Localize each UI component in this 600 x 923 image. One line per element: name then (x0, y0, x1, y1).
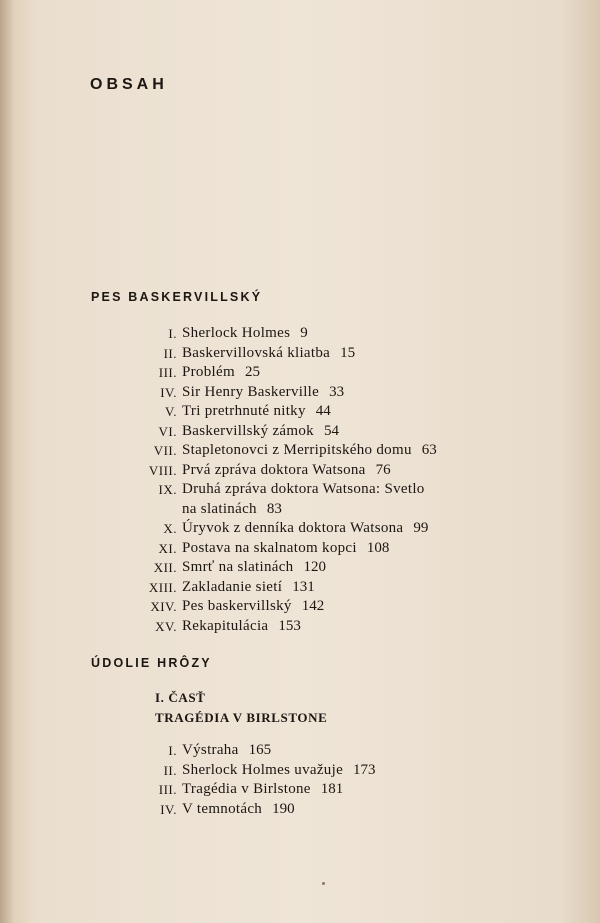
chapter-number: III. (158, 782, 177, 797)
toc-entry (100, 383, 500, 403)
chapter-title: Baskervillovská kliatba (182, 344, 331, 361)
chapter-number: VIII. (148, 462, 177, 478)
page-number: 190 (272, 800, 295, 817)
chapter-title: Smrť na slatinách (182, 559, 294, 575)
chapter-title: Tri pretrhnuté nitky (182, 403, 306, 419)
chapter-title: Sir Henry Baskerville (182, 383, 320, 400)
chapter-number: II. (163, 345, 177, 361)
chapter-number: XI. (158, 540, 177, 556)
chapter-number: I. (168, 743, 177, 758)
toc-entry (100, 558, 500, 578)
chapter-number: IV. (160, 384, 177, 400)
toc-entry (100, 441, 500, 461)
toc-entry (100, 597, 500, 617)
chapter-number: IX. (158, 482, 177, 497)
toc-entry (100, 363, 500, 383)
chapter-title: Pes baskervillský (182, 598, 292, 614)
chapter-number: XII. (153, 560, 177, 575)
toc-entry (100, 402, 500, 422)
page-title: OBSAH (90, 76, 168, 93)
page-number: 108 (366, 539, 390, 556)
chapter-number: VI. (158, 423, 177, 439)
toc-entry (100, 617, 500, 637)
chapter-number: XIII. (148, 579, 177, 595)
toc-list (100, 741, 500, 819)
page-number: 9 (300, 325, 308, 341)
chapter-number: III. (158, 365, 177, 380)
chapter-title: Baskervillský zámok (182, 422, 314, 439)
page-number: 15 (340, 344, 356, 361)
toc-entry (100, 519, 500, 539)
part-number: I. ČASŤ (155, 690, 206, 705)
page-number: 54 (323, 422, 339, 439)
chapter-number: X. (163, 521, 177, 536)
chapter-title: Výstraha (182, 742, 239, 758)
chapter-number: V. (165, 404, 177, 419)
chapter-number: IV. (160, 801, 177, 817)
page-number: 63 (421, 442, 437, 458)
chapter-title: Zakladanie sietí (182, 578, 283, 595)
chapter-title: Stapletonovci z Merripitského domu (182, 442, 412, 458)
page-number: 131 (292, 578, 315, 595)
section-heading: PES BASKERVILLSKÝ (91, 290, 263, 304)
page-number: 44 (315, 403, 331, 419)
toc-list (100, 324, 500, 636)
chapter-title: Postava na skalnatom kopci (182, 539, 357, 556)
chapter-title-continuation: na slatinách (182, 500, 257, 517)
page-number: 173 (353, 761, 376, 778)
chapter-title: Rekapitulácia (182, 617, 269, 634)
chapter-number: II. (163, 762, 177, 778)
section-heading: ÚDOLIE HRÔZY (91, 656, 212, 670)
chapter-number: I. (168, 326, 177, 341)
chapter-title: Prvá zpráva doktora Watsona (182, 461, 366, 478)
page-number: 76 (375, 461, 391, 478)
chapter-title: Problém (182, 364, 235, 380)
toc-entry (100, 539, 500, 559)
chapter-title: V temnotách (182, 800, 263, 817)
chapter-number: XV. (155, 618, 177, 634)
page-number: 99 (413, 520, 429, 536)
chapter-title: Tragédia v Birlstone (182, 781, 311, 797)
page-number: 142 (301, 598, 325, 614)
toc-entry (100, 344, 500, 364)
toc-entry (100, 461, 500, 481)
page-number: 165 (248, 742, 272, 758)
toc-entry-continuation (100, 500, 500, 520)
toc-entry (100, 422, 500, 442)
toc-entry (100, 800, 500, 820)
chapter-number: XIV. (150, 599, 177, 614)
page-number: 153 (278, 617, 301, 634)
page-number: 83 (266, 500, 282, 517)
chapter-title: Sherlock Holmes uvažuje (182, 761, 344, 778)
chapter-title: Úryvok z denníka doktora Watsona (182, 520, 404, 536)
chapter-title: Sherlock Holmes (182, 325, 291, 341)
gutter-shadow (0, 0, 14, 923)
page-number: 25 (244, 364, 260, 380)
page-number: 181 (320, 781, 344, 797)
part-title: TRAGÉDIA V BIRLSTONE (155, 710, 328, 725)
paper-speck (322, 882, 325, 885)
page-number: 33 (329, 383, 345, 400)
chapter-title: Druhá zpráva doktora Watsona: Svetlo (182, 481, 425, 497)
toc-entry (100, 741, 500, 761)
toc-entry (100, 761, 500, 781)
toc-entry (100, 480, 500, 500)
chapter-number: VII. (153, 443, 177, 458)
toc-entry (100, 578, 500, 598)
page-number: 120 (303, 559, 326, 575)
toc-entry (100, 324, 500, 344)
toc-entry (100, 780, 500, 800)
